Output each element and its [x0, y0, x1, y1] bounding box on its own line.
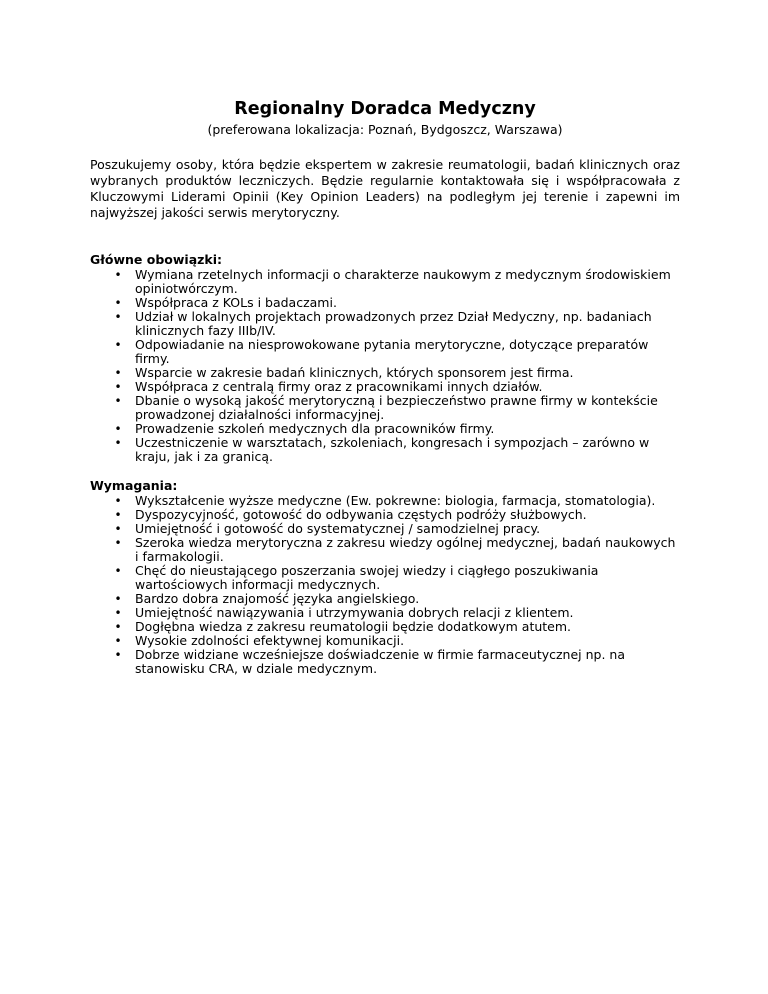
list-item: [90, 338, 680, 366]
list-item: [90, 564, 680, 592]
requirements-heading: Wymagania:: [90, 478, 178, 493]
list-item: [90, 592, 680, 606]
list-item: [90, 366, 680, 380]
list-item-text: Chęć do nieustającego poszerzania swojej wiedzy i ciągłego poszukiwania wartościowych informacji medycznych.: [135, 563, 599, 592]
list-item: [90, 436, 680, 464]
list-item-text: Umiejętność i gotowość do systematycznej / samodzielnej pracy.: [135, 521, 541, 536]
list-item-text: Uczestniczenie w warsztatach, szkoleniach, kongresach i sympozjach – zarówno w kraju, jak i za granicą.: [135, 435, 650, 464]
bullet-icon: •: [114, 366, 122, 380]
location-subtitle: (preferowana lokalizacja: Poznań, Bydgoszcz, Warszawa): [207, 122, 563, 137]
bullet-icon: •: [114, 310, 122, 324]
list-item-text: Bardzo dobra znajomość języka angielskiego.: [135, 591, 420, 606]
list-item-text: Dobrze widziane wcześniejsze doświadczenie w firmie farmaceutycznej np. na stanowisku CRA, w dziale medycznym.: [135, 647, 625, 676]
list-item-text: Wymiana rzetelnych informacji o charakterze naukowym z medycznym środowiskiem opiniotwórczym.: [135, 267, 671, 296]
list-item-text: Dbanie o wysoką jakość merytoryczną i bezpieczeństwo prawne firmy w kontekście prowadzonej działalności informacyjnej.: [135, 393, 658, 422]
list-item-text: Umiejętność nawiązywania i utrzymywania dobrych relacji z klientem.: [135, 605, 574, 620]
page-title: Regionalny Doradca Medyczny: [234, 99, 536, 119]
list-item-text: Współpraca z KOLs i badaczami.: [135, 295, 337, 310]
bullet-icon: •: [114, 606, 122, 620]
requirements-list: [90, 494, 680, 676]
bullet-icon: •: [114, 394, 122, 408]
list-item: [90, 620, 680, 634]
bullet-icon: •: [114, 380, 122, 394]
bullet-icon: •: [114, 422, 122, 436]
list-item-text: Dyspozycyjność, gotowość do odbywania częstych podróży służbowych.: [135, 507, 587, 522]
list-item: [90, 422, 680, 436]
list-item-text: Wykształcenie wyższe medyczne (Ew. pokrewne: biologia, farmacja, stomatologia).: [135, 493, 656, 508]
list-item: [90, 606, 680, 620]
bullet-icon: •: [114, 648, 122, 662]
list-item: [90, 634, 680, 648]
bullet-icon: •: [114, 508, 122, 522]
list-item: [90, 268, 680, 296]
bullet-icon: •: [114, 620, 122, 634]
bullet-icon: •: [114, 494, 122, 508]
list-item-text: Udział w lokalnych projektach prowadzonych przez Dział Medyczny, np. badaniach klinicznych fazy IIIb/IV.: [135, 309, 652, 338]
responsibilities-list: [90, 268, 680, 464]
bullet-icon: •: [114, 338, 122, 352]
list-item-text: Wsparcie w zakresie badań klinicznych, których sponsorem jest firma.: [135, 365, 574, 380]
list-item-text: Wysokie zdolności efektywnej komunikacji.: [135, 633, 405, 648]
list-item: [90, 536, 680, 564]
list-item: [90, 494, 680, 508]
list-item: [90, 394, 680, 422]
list-item: [90, 380, 680, 394]
list-item-text: Współpraca z centralą firmy oraz z pracownikami innych działów.: [135, 379, 543, 394]
list-item-text: Odpowiadanie na niesprowokowane pytania merytoryczne, dotyczące preparatów firmy.: [135, 337, 649, 366]
bullet-icon: •: [114, 536, 122, 550]
list-item-text: Szeroka wiedza merytoryczna z zakresu wiedzy ogólnej medycznej, badań naukowych i farmakologii.: [135, 535, 676, 564]
list-item: [90, 296, 680, 310]
intro-paragraph: Poszukujemy osoby, która będzie ekspertem w zakresie reumatologii, badań klinicznych oraz wybranych produktów leczniczych. Będzie regularnie kontaktowała się i współpracowała z Kluczowymi Liderami Opinii (Key Opinion Leaders) na podległym jej terenie i zapewni im najwyższej jakości serwis merytoryczny.: [90, 157, 680, 220]
bullet-icon: •: [114, 436, 122, 450]
bullet-icon: •: [114, 634, 122, 648]
list-item-text: Dogłębna wiedza z zakresu reumatologii będzie dodatkowym atutem.: [135, 619, 572, 634]
list-item: [90, 508, 680, 522]
bullet-icon: •: [114, 268, 122, 282]
responsibilities-section: [90, 252, 680, 464]
bullet-icon: •: [114, 522, 122, 536]
responsibilities-heading: Główne obowiązki:: [90, 252, 223, 267]
list-item: [90, 522, 680, 536]
list-item: [90, 648, 680, 676]
bullet-icon: •: [114, 296, 122, 310]
list-item-text: Prowadzenie szkoleń medycznych dla pracowników firmy.: [135, 421, 495, 436]
bullet-icon: •: [114, 592, 122, 606]
bullet-icon: •: [114, 564, 122, 578]
list-item: [90, 310, 680, 338]
requirements-section: [90, 478, 680, 676]
